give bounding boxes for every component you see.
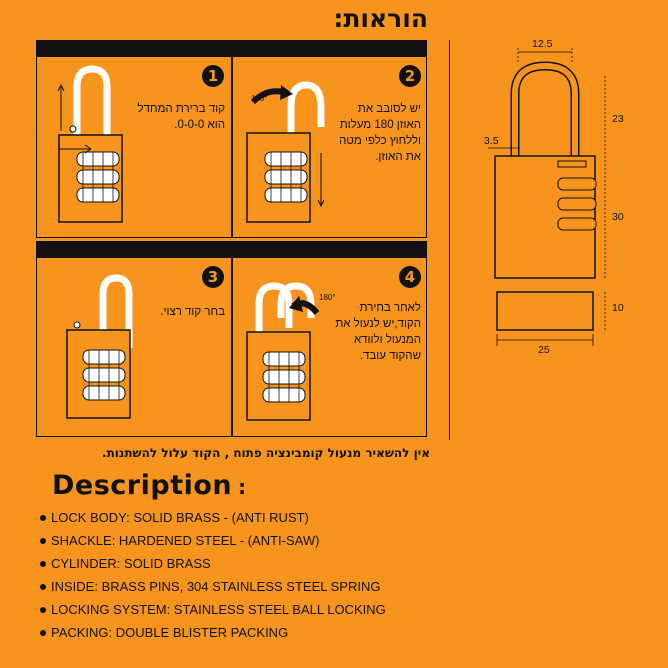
step-panel-2 [232,56,427,238]
step-text-1: קוד ברירת המחדל הוא 0-0-0. [137,103,225,131]
description-title-text: Description [52,470,233,501]
dim-shackle-width: 12.5 [532,38,553,50]
dim-bottom-height: 10 [612,302,624,314]
spec-item [40,579,380,594]
bullet-icon [40,561,46,567]
vertical-divider [449,40,450,440]
dim-shackle-diameter: 3.5 [484,135,499,147]
spec-item [40,556,211,571]
step-number-2: 2 [399,65,421,87]
dim-body-width: 25 [538,344,550,356]
description-title [52,470,247,501]
bullet-icon [40,607,46,613]
rotation-label-2: 180° [251,94,268,103]
bullet-icon [40,515,46,521]
bullet-icon [40,630,46,636]
spec-item-text: LOCKING SYSTEM: STAINLESS STEEL BALL LOCKING [51,602,386,617]
header-bar-top [36,40,427,56]
step-text-4: לאחר בחירת הקוד,יש לנעול את המנעול ולוודא שהקוד עובד. [335,302,421,362]
spec-item-text: LOCK BODY: SOLID BRASS - (ANTI RUST) [51,510,309,525]
spec-item [40,510,309,525]
step-number-1: 1 [202,65,224,87]
spec-item-text: PACKING: DOUBLE BLISTER PACKING [51,625,289,640]
bullet-icon [40,538,46,544]
bullet-icon [40,584,46,590]
spec-item-text: CYLINDER: SOLID BRASS [51,556,211,571]
step-panel-4 [232,257,427,437]
lock-illustration-set-code [37,258,233,438]
spec-item [40,533,319,548]
step-text-2: יש לסובב את האוזן 180 מעלות וללחוץ כלפי מטה את האוזן. [339,103,421,163]
rotation-label-4: 180° [319,293,336,302]
dimension-drawing [460,30,660,370]
instructions-title: הוראות: [333,4,428,33]
dim-shackle-height: 23 [612,113,624,125]
step-text-3: בחר קוד רצוי. [160,306,225,318]
spec-item [40,625,288,640]
spec-item [40,602,386,617]
step-panel-1 [36,56,232,238]
dim-body-height: 30 [612,211,624,223]
step-panel-3 [36,257,232,437]
warning-text: אין להשאיר מנעול קומבינציה פתוח , הקוד עלול להשתנות. [102,446,430,460]
lock-illustration-default [37,57,233,239]
step-number-4: 4 [399,266,421,288]
description-title-colon: : [238,475,247,499]
step-number-3: 3 [202,266,224,288]
spec-item-text: INSIDE: BRASS PINS, 304 STAINLESS STEEL SPRING [51,579,381,594]
header-bar-middle [36,241,427,257]
spec-item-text: SHACKLE: HARDENED STEEL - (ANTI-SAW) [51,533,320,548]
